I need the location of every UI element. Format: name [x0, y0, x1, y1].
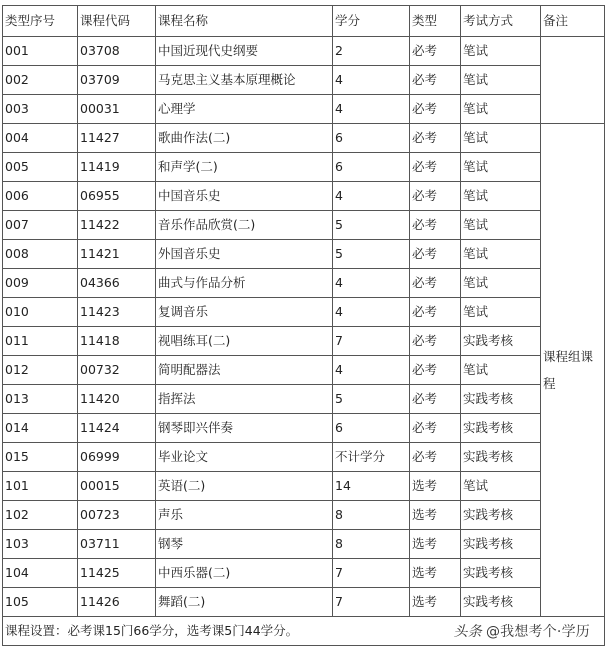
name-cell: 马克思主义基本原理概论: [156, 66, 333, 95]
note-group-text: 课程组课程: [543, 349, 594, 391]
code-cell: 11418: [78, 327, 156, 356]
seq-cell: 003: [3, 95, 78, 124]
type-cell: 必考: [410, 153, 461, 182]
type-cell: 必考: [410, 356, 461, 385]
table-row: [3, 124, 605, 153]
seq-cell: 014: [3, 414, 78, 443]
name-cell: 心理学: [156, 95, 333, 124]
type-cell: 选考: [410, 472, 461, 501]
code-cell: 06955: [78, 182, 156, 211]
header-note: 备注: [541, 6, 605, 37]
table-row: [3, 153, 605, 182]
table-row: [3, 443, 605, 472]
table-row: [3, 240, 605, 269]
watermark-brand: 头条: [453, 624, 482, 640]
seq-cell: 001: [3, 37, 78, 66]
table-row: [3, 385, 605, 414]
seq-cell: 007: [3, 211, 78, 240]
code-cell: 11425: [78, 559, 156, 588]
name-cell: 毕业论文: [156, 443, 333, 472]
credit-cell: 7: [333, 327, 410, 356]
exam-cell: 笔试: [461, 472, 541, 501]
header-seq: 类型序号: [3, 6, 78, 37]
credit-cell: 不计学分: [333, 443, 410, 472]
name-cell: 中西乐器(二): [156, 559, 333, 588]
type-cell: 必考: [410, 124, 461, 153]
exam-cell: 实践考核: [461, 327, 541, 356]
type-cell: 必考: [410, 211, 461, 240]
credit-cell: 4: [333, 298, 410, 327]
code-cell: 04366: [78, 269, 156, 298]
code-cell: 11422: [78, 211, 156, 240]
credit-cell: 14: [333, 472, 410, 501]
code-cell: 00732: [78, 356, 156, 385]
seq-cell: 105: [3, 588, 78, 617]
type-cell: 必考: [410, 240, 461, 269]
type-cell: 必考: [410, 327, 461, 356]
type-cell: 必考: [410, 385, 461, 414]
code-cell: 00015: [78, 472, 156, 501]
seq-cell: 008: [3, 240, 78, 269]
table-row: [3, 269, 605, 298]
header-code: 课程代码: [78, 6, 156, 37]
seq-cell: 012: [3, 356, 78, 385]
name-cell: 声乐: [156, 501, 333, 530]
name-cell: 钢琴即兴伴奏: [156, 414, 333, 443]
type-cell: 必考: [410, 269, 461, 298]
table-row: [3, 211, 605, 240]
exam-cell: 实践考核: [461, 588, 541, 617]
credit-cell: 5: [333, 385, 410, 414]
seq-cell: 002: [3, 66, 78, 95]
note-cell-group: [541, 124, 605, 617]
table-row: [3, 37, 605, 66]
table-row: [3, 95, 605, 124]
code-cell: 03709: [78, 66, 156, 95]
table-row: [3, 182, 605, 211]
type-cell: 必考: [410, 298, 461, 327]
table-row: [3, 501, 605, 530]
code-cell: 00723: [78, 501, 156, 530]
credit-cell: 5: [333, 211, 410, 240]
exam-cell: 笔试: [461, 153, 541, 182]
exam-cell: 实践考核: [461, 530, 541, 559]
credit-cell: 6: [333, 124, 410, 153]
table-row: [3, 356, 605, 385]
seq-cell: 015: [3, 443, 78, 472]
credit-cell: 4: [333, 182, 410, 211]
code-cell: 00031: [78, 95, 156, 124]
name-cell: 曲式与作品分析: [156, 269, 333, 298]
seq-cell: 010: [3, 298, 78, 327]
exam-cell: 笔试: [461, 182, 541, 211]
name-cell: 中国近现代史纲要: [156, 37, 333, 66]
table-row: [3, 559, 605, 588]
seq-cell: 011: [3, 327, 78, 356]
watermark: [454, 621, 590, 641]
header-name: 课程名称: [156, 6, 333, 37]
exam-cell: 实践考核: [461, 559, 541, 588]
credit-cell: 4: [333, 66, 410, 95]
credit-cell: 4: [333, 356, 410, 385]
seq-cell: 102: [3, 501, 78, 530]
name-cell: 中国音乐史: [156, 182, 333, 211]
name-cell: 英语(二): [156, 472, 333, 501]
seq-cell: 101: [3, 472, 78, 501]
exam-cell: 笔试: [461, 66, 541, 95]
name-cell: 外国音乐史: [156, 240, 333, 269]
type-cell: 必考: [410, 443, 461, 472]
credit-cell: 8: [333, 530, 410, 559]
code-cell: 06999: [78, 443, 156, 472]
note-cell-empty: [541, 37, 605, 124]
code-cell: 11419: [78, 153, 156, 182]
table-row: [3, 530, 605, 559]
type-cell: 选考: [410, 559, 461, 588]
table-row: [3, 298, 605, 327]
exam-cell: 笔试: [461, 211, 541, 240]
name-cell: 舞蹈(二): [156, 588, 333, 617]
name-cell: 和声学(二): [156, 153, 333, 182]
code-cell: 11424: [78, 414, 156, 443]
exam-cell: 笔试: [461, 356, 541, 385]
name-cell: 简明配器法: [156, 356, 333, 385]
exam-cell: 实践考核: [461, 501, 541, 530]
type-cell: 必考: [410, 182, 461, 211]
name-cell: 钢琴: [156, 530, 333, 559]
table-row: [3, 588, 605, 617]
exam-cell: 笔试: [461, 298, 541, 327]
type-cell: 选考: [410, 588, 461, 617]
header-exam: 考试方式: [461, 6, 541, 37]
exam-cell: 笔试: [461, 37, 541, 66]
name-cell: 歌曲作法(二): [156, 124, 333, 153]
code-cell: 03711: [78, 530, 156, 559]
course-table: [2, 5, 605, 646]
exam-cell: 笔试: [461, 240, 541, 269]
code-cell: 11421: [78, 240, 156, 269]
credit-cell: 2: [333, 37, 410, 66]
exam-cell: 笔试: [461, 269, 541, 298]
credit-cell: 4: [333, 269, 410, 298]
header-type: 类型: [410, 6, 461, 37]
name-cell: 音乐作品欣赏(二): [156, 211, 333, 240]
seq-cell: 013: [3, 385, 78, 414]
name-cell: 复调音乐: [156, 298, 333, 327]
name-cell: 指挥法: [156, 385, 333, 414]
table-header-row: [3, 6, 605, 37]
footer-summary-text: 课程设置：必考课15门66学分，选考课5门44学分。: [5, 623, 299, 638]
exam-cell: 笔试: [461, 95, 541, 124]
name-cell: 视唱练耳(二): [156, 327, 333, 356]
seq-cell: 004: [3, 124, 78, 153]
table-row: [3, 414, 605, 443]
table-row: [3, 66, 605, 95]
seq-cell: 009: [3, 269, 78, 298]
code-cell: 11426: [78, 588, 156, 617]
type-cell: 必考: [410, 37, 461, 66]
seq-cell: 006: [3, 182, 78, 211]
type-cell: 必考: [410, 95, 461, 124]
code-cell: 11420: [78, 385, 156, 414]
table-row: [3, 327, 605, 356]
code-cell: 11427: [78, 124, 156, 153]
exam-cell: 实践考核: [461, 414, 541, 443]
credit-cell: 7: [333, 559, 410, 588]
type-cell: 选考: [410, 530, 461, 559]
code-cell: 03708: [78, 37, 156, 66]
type-cell: 必考: [410, 66, 461, 95]
seq-cell: 103: [3, 530, 78, 559]
table-row: [3, 472, 605, 501]
type-cell: 选考: [410, 501, 461, 530]
header-credit: 学分: [333, 6, 410, 37]
exam-cell: 实践考核: [461, 385, 541, 414]
credit-cell: 4: [333, 95, 410, 124]
watermark-author: @我想考个·学历: [485, 624, 590, 640]
credit-cell: 6: [333, 153, 410, 182]
exam-cell: 笔试: [461, 124, 541, 153]
type-cell: 必考: [410, 414, 461, 443]
credit-cell: 7: [333, 588, 410, 617]
exam-cell: 实践考核: [461, 443, 541, 472]
seq-cell: 104: [3, 559, 78, 588]
credit-cell: 8: [333, 501, 410, 530]
credit-cell: 5: [333, 240, 410, 269]
seq-cell: 005: [3, 153, 78, 182]
code-cell: 11423: [78, 298, 156, 327]
credit-cell: 6: [333, 414, 410, 443]
